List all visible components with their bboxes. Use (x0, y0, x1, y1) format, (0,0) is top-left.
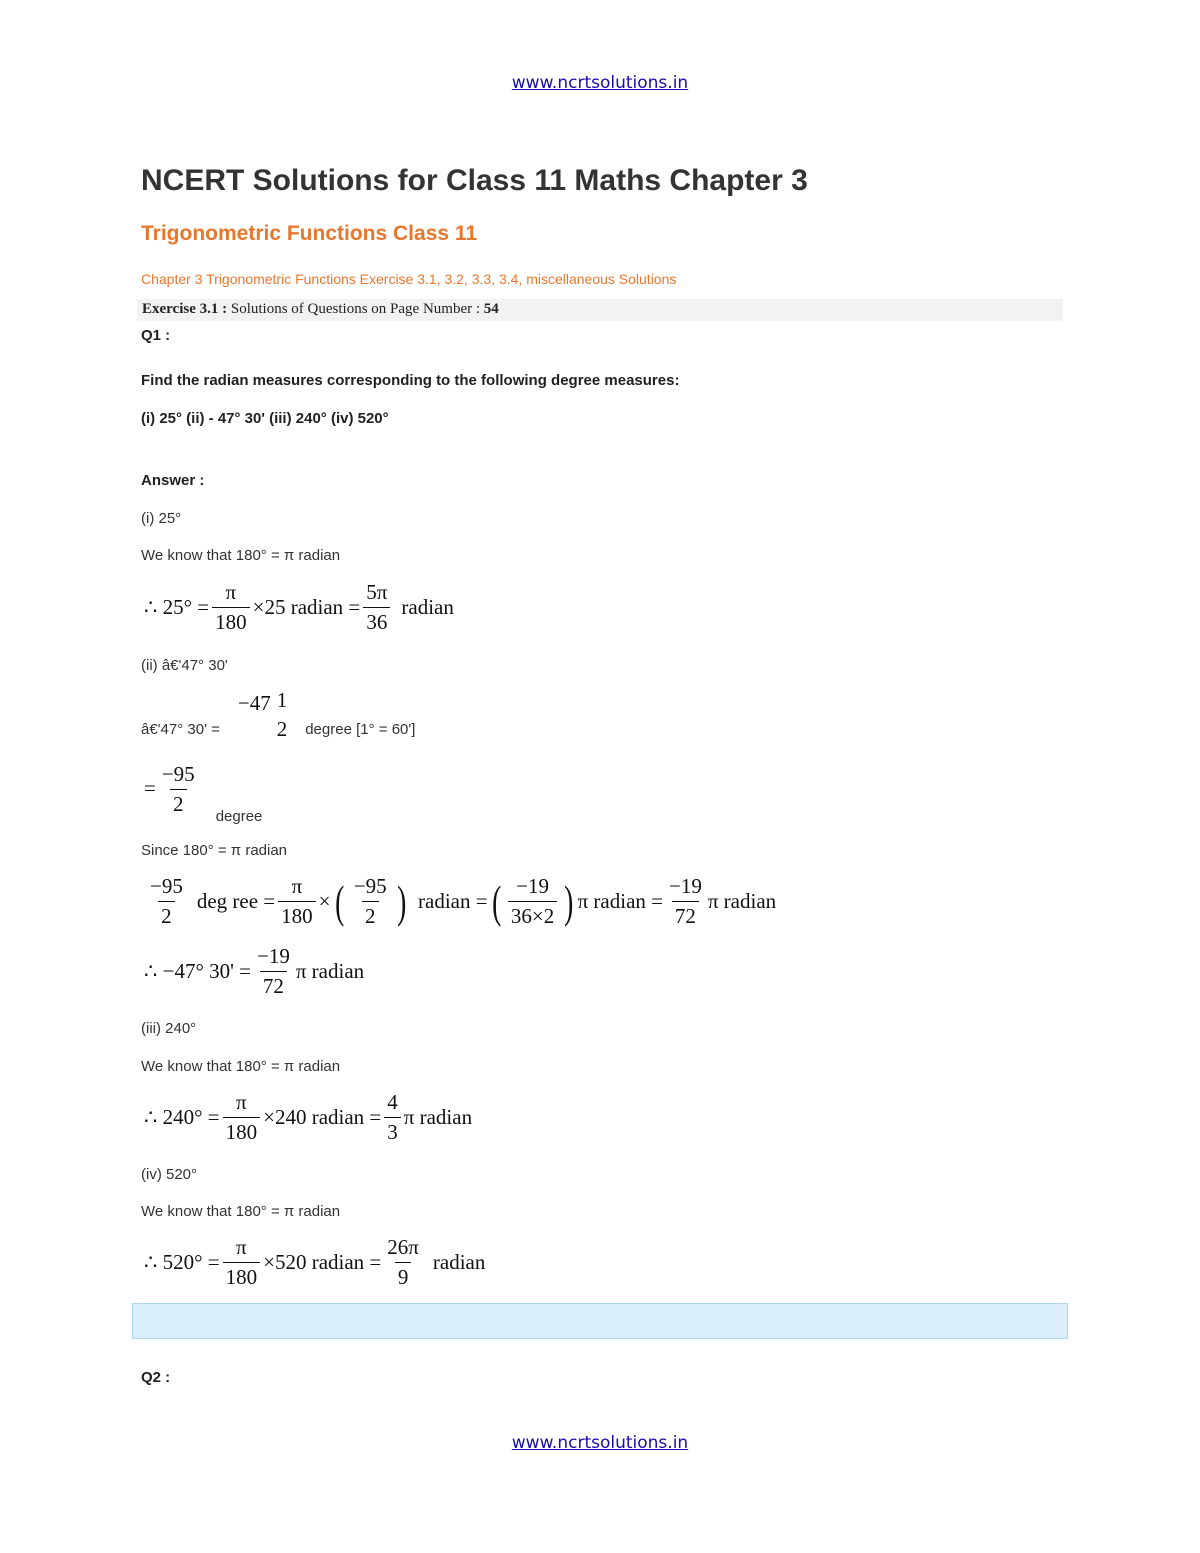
part-i-equation (144, 580, 454, 635)
eq-text: â€'47° 30' = (141, 721, 220, 738)
frac-den: 2 (170, 789, 187, 817)
part-iii-known: We know that 180° = π radian (141, 1058, 341, 1075)
frac-den: 36 (363, 607, 390, 635)
right-paren: ) (564, 875, 574, 927)
eq-text: degree [1° = 60'] (305, 721, 416, 738)
mixed-whole: −47 (237, 690, 271, 715)
fraction (351, 874, 390, 929)
part-i-known: We know that 180° = π radian (141, 547, 341, 564)
eq-text: degree (215, 808, 263, 825)
frac-den: 180 (212, 607, 250, 635)
fraction (384, 1090, 401, 1145)
frac-num: π (236, 1235, 247, 1259)
exercise-bar (137, 299, 1063, 321)
frac-num: π (236, 1090, 247, 1114)
eq-text: π radian (295, 959, 365, 983)
part-iv-known: We know that 180° = π radian (141, 1203, 341, 1220)
part-iv-equation (144, 1235, 485, 1290)
eq-text: π radian (403, 1105, 473, 1129)
frac-den: 180 (278, 901, 316, 929)
frac-num: π (225, 580, 237, 604)
frac-num: −19 (516, 874, 549, 898)
eq-text: radian (401, 595, 454, 619)
part-iv-label: (iv) 520° (141, 1166, 198, 1183)
part-iii-label: (iii) 240° (141, 1020, 197, 1037)
eq-text: ∴ −47° 30' = (144, 959, 251, 983)
eq-text: = (144, 776, 156, 800)
frac-num: 26π (387, 1235, 419, 1259)
part-ii-since: Since 180° = π radian (141, 842, 288, 859)
fraction (254, 944, 293, 999)
chapter-line: Chapter 3 Trigonometric Functions Exercise 3.1, 3.2, 3.3, 3.4, miscellaneous Solutions (141, 271, 677, 287)
q1-parts: (i) 25° (ii) - 47° 30' (iii) 240° (iv) 520° (141, 410, 389, 427)
page-title: NCERT Solutions for Class 11 Maths Chapter 3 (141, 164, 808, 197)
q1-label: Q1 : (141, 327, 171, 344)
frac-num: −95 (150, 874, 183, 898)
fraction (159, 762, 198, 817)
frac-den: 180 (223, 1117, 261, 1145)
footer-site-link[interactable]: www.ncrtsolutions.in (511, 1433, 689, 1453)
frac-num: 1 (276, 688, 288, 712)
frac-num: −95 (353, 874, 387, 898)
fraction (274, 688, 291, 742)
eq-text: ∴ 520° = (144, 1250, 220, 1274)
eq-text: π radian (707, 889, 777, 913)
header-site-link[interactable]: www.ncrtsolutions.in (511, 73, 689, 93)
fraction (666, 874, 705, 929)
part-iii-equation (144, 1090, 472, 1145)
eq-text: π radian = (577, 889, 663, 913)
frac-den: 2 (158, 901, 175, 929)
frac-den: 36×2 (508, 901, 557, 929)
eq-text: ∴ 240° = (144, 1105, 220, 1129)
part-ii-equation-4 (144, 874, 776, 929)
eq-text: deg ree = (196, 889, 276, 913)
frac-num: −19 (668, 874, 702, 898)
q1-prompt: Find the radian measures corresponding to the following degree measures: (141, 372, 680, 389)
frac-num: 5π (366, 580, 388, 604)
exercise-page: 54 (483, 301, 499, 317)
q2-label: Q2 : (141, 1369, 171, 1386)
fraction (508, 874, 557, 929)
frac-den: 180 (223, 1262, 261, 1290)
frac-num: π (291, 874, 303, 898)
eq-text: ∴ 25° = (144, 595, 210, 619)
frac-num: 4 (387, 1090, 398, 1114)
eq-text: ×240 radian = (263, 1105, 382, 1129)
frac-den: 2 (362, 901, 379, 929)
fraction (223, 1235, 261, 1290)
frac-den: 72 (672, 901, 699, 929)
part-ii-label: (ii) â€'47° 30' (141, 657, 228, 674)
eq-text: radian (432, 1250, 486, 1274)
eq-text: radian = (418, 889, 488, 913)
left-paren: ( (491, 875, 501, 927)
part-i-label: (i) 25° (141, 510, 182, 527)
part-ii-line2 (141, 688, 415, 742)
frac-den: 2 (276, 717, 288, 741)
mixed-number (238, 688, 293, 742)
fraction (147, 874, 186, 929)
frac-num: −95 (161, 762, 195, 786)
frac-num: −19 (256, 944, 290, 968)
exercise-text: Solutions of Questions on Page Number : (227, 301, 484, 317)
fraction (384, 1235, 422, 1290)
fraction (278, 874, 316, 929)
fraction (363, 580, 390, 635)
right-paren: ) (396, 875, 406, 927)
separator-box (132, 1303, 1068, 1339)
answer-label: Answer : (141, 472, 205, 489)
part-ii-equation-5 (144, 944, 364, 999)
eq-text: ×520 radian = (263, 1250, 382, 1274)
left-paren: ( (334, 875, 344, 927)
frac-den: 72 (260, 971, 287, 999)
eq-text: × (318, 889, 331, 913)
frac-den: 9 (395, 1262, 412, 1290)
fraction (223, 1090, 261, 1145)
exercise-label: Exercise 3.1 : (142, 301, 228, 317)
fraction (212, 580, 250, 635)
eq-text: ×25 radian = (252, 595, 361, 619)
part-ii-line3 (144, 762, 263, 825)
page-subtitle: Trigonometric Functions Class 11 (141, 222, 478, 245)
frac-den: 3 (384, 1117, 401, 1145)
